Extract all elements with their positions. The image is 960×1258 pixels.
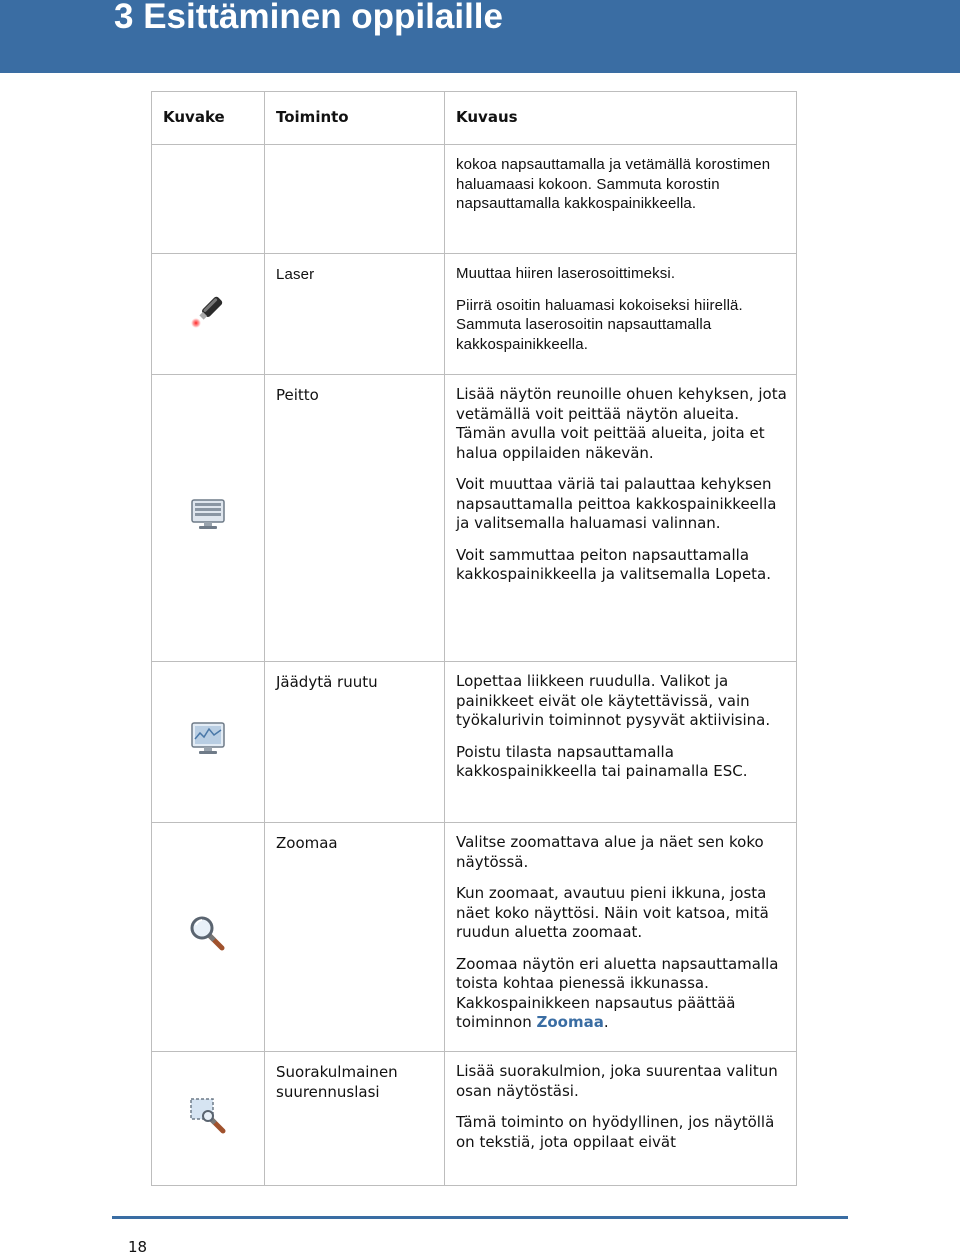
chapter-title: 3 Esittäminen oppilaille	[114, 0, 503, 36]
footer-rule	[112, 1216, 848, 1219]
magnifier-icon	[188, 914, 228, 960]
description-cell	[445, 375, 797, 662]
function-cell-empty	[265, 145, 445, 254]
description-paragraph: Muuttaa hiiren laserosoittimeksi.	[456, 265, 676, 282]
highlighted-term: Zoomaa	[536, 1013, 604, 1031]
table-row	[152, 662, 797, 823]
icon-cell	[152, 375, 265, 662]
description-paragraph: Lisää suorakulmion, joka suurentaa valitun osan näytöstäsi.	[456, 1062, 778, 1100]
description-paragraph: Kun zoomaat, avautuu pieni ikkuna, josta näet koko näyttösi. Näin voit katsoa, mitä ruudun aluetta zoomaat.	[456, 884, 769, 941]
table-row	[152, 823, 797, 1052]
description-paragraph: Lopettaa liikkeen ruudulla. Valikot ja painikkeet eivät ole käytettävissä, vain työkalurivin toiminnot pysyvät aktiivisina.	[456, 672, 771, 729]
icon-cell	[152, 254, 265, 375]
description-tail: .	[603, 1013, 609, 1031]
header-icon: Kuvake	[152, 92, 265, 145]
chapter-header-band	[0, 0, 960, 73]
table-row	[152, 1052, 797, 1186]
function-cell: Jäädytä ruutu	[265, 662, 445, 823]
description-paragraph: Voit muuttaa väriä tai palauttaa kehyksen napsauttamalla peittoa kakkospainikkeella ja valitsemalla haluamasi valinnan.	[456, 475, 777, 532]
icon-cell-empty	[152, 145, 265, 254]
screen-shade-icon	[190, 498, 226, 538]
icon-cell	[152, 662, 265, 823]
rectangular-magnifier-icon	[188, 1096, 228, 1142]
description-paragraph: Voit sammuttaa peiton napsauttamalla kakkospainikkeella ja valitsemalla Lopeta.	[456, 545, 772, 583]
freeze-screen-icon	[190, 721, 226, 763]
description-text: Zoomaa näytön eri aluetta napsauttamalla toista kohtaa pienessä ikkunassa. Kakkospainikkeen napsautus päättää toiminnon	[456, 954, 779, 1031]
description-cell	[445, 254, 797, 375]
table-header-row	[152, 92, 797, 145]
description-cell	[445, 145, 797, 254]
function-cell: Suorakulmainen suurennuslasi	[265, 1052, 445, 1186]
description-cell	[445, 1052, 797, 1186]
laser-pointer-icon	[188, 291, 228, 337]
header-function: Toiminto	[265, 92, 445, 145]
description-paragraph: kokoa napsauttamalla ja vetämällä korostimen haluamaasi kokoon. Sammuta korostin napsauttamalla kakkospainikkeella.	[456, 156, 771, 212]
description-paragraph: Tämä toiminto on hyödyllinen, jos näytöllä on tekstiä, jota oppilaat eivät	[456, 1113, 775, 1151]
table-row	[152, 254, 797, 375]
header-description: Kuvaus	[445, 92, 797, 145]
description-cell	[445, 823, 797, 1052]
table-row	[152, 145, 797, 254]
table-row	[152, 375, 797, 662]
description-paragraph: Piirrä osoitin haluamasi kokoiseksi hiirellä. Sammuta laserosoitin napsauttamalla kakkospainikkeella.	[456, 296, 743, 353]
icon-cell	[152, 823, 265, 1052]
description-paragraph: Valitse zoomattava alue ja näet sen koko näytössä.	[456, 833, 764, 871]
description-paragraph	[456, 955, 788, 1033]
description-cell	[445, 662, 797, 823]
page-number: 18	[128, 1238, 148, 1256]
function-cell: Peitto	[265, 375, 445, 662]
description-paragraph: Lisää näytön reunoille ohuen kehyksen, jota vetämällä voit peittää näytön alueita. Tämän avulla voit peittää alueita, joita et halua oppilaiden näkevän.	[456, 385, 787, 462]
function-cell: Zoomaa	[265, 823, 445, 1052]
icon-cell	[152, 1052, 265, 1186]
tool-table	[151, 91, 797, 1186]
description-paragraph: Poistu tilasta napsauttamalla kakkospainikkeella tai painamalla ESC.	[456, 742, 748, 780]
function-cell: Laser	[265, 254, 445, 375]
